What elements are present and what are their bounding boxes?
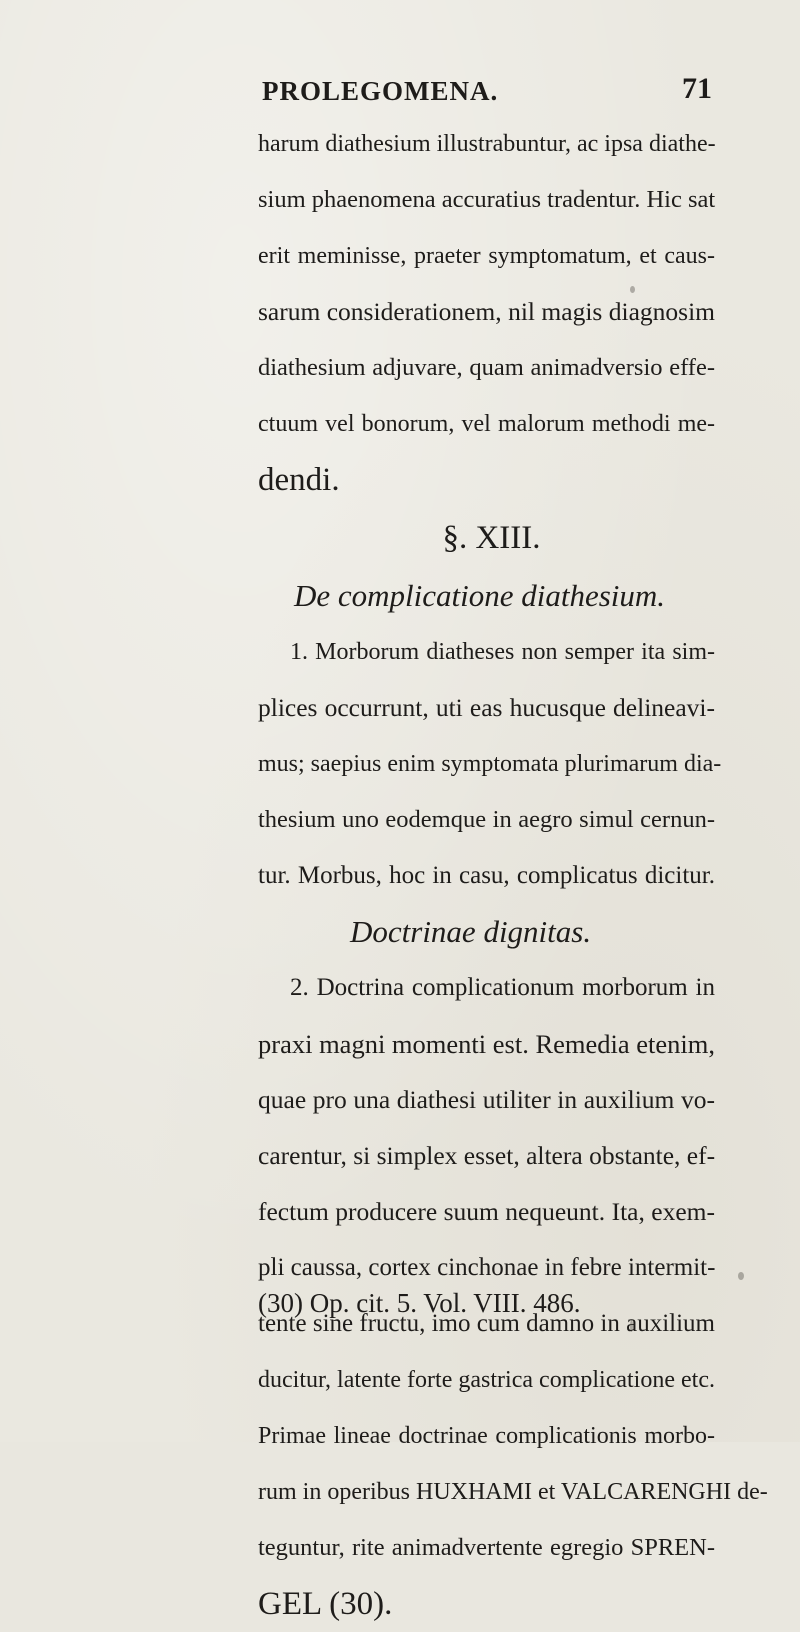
text-line: pli caussa, cortex cinchonae in febre intermit- [258, 1254, 716, 1281]
text-line: GEL (30). [258, 1586, 393, 1622]
ink-speck [630, 286, 635, 293]
text-line: fectum producere suum nequeunt. Ita, exem- [258, 1197, 715, 1226]
text-line: ctuum vel bonorum, vel malorum methodi me- [258, 411, 715, 437]
ink-speck [738, 1272, 744, 1280]
ink-speck [630, 1320, 633, 1332]
text-line: carentur, si simplex esset, altera obstante, ef- [258, 1141, 716, 1170]
text-line: tente sine fructu, imo cum damno in auxilium [258, 1310, 715, 1337]
text-line: erit meminisse, praeter symptomatum, et caus- [258, 243, 715, 269]
text-line: diathesium adjuvare, quam animadversio effe- [258, 354, 715, 381]
text-line: thesium uno eodemque in aegro simul cernun- [258, 806, 715, 833]
text-line: plices occurrunt, uti eas hucusque delineavi- [258, 693, 715, 722]
text-line: Primae lineae doctrinae complicationis morbo- [258, 1423, 715, 1449]
text-line: harum diathesium illustrabuntur, ac ipsa diathe- [258, 131, 716, 157]
text-line: tur. Morbus, hoc in casu, complicatus dicitur. [258, 862, 715, 889]
text-line: mus; saepius enim symptomata plurimarum dia- [258, 751, 722, 777]
section-number: §. XIII. [442, 520, 541, 556]
page-header [0, 72, 800, 116]
text-line: sium phaenomena accuratius tradentur. Hic sat [258, 186, 716, 213]
text-line: 2. Doctrina complicationum morborum in [290, 974, 715, 1001]
footnote: (30) Op. cit. 5. Vol. VIII. 486. [258, 1288, 581, 1318]
text-line: 1. Morborum diatheses non semper ita sim- [290, 639, 715, 665]
text-line: dendi. [258, 462, 340, 498]
subheading: Doctrinae dignitas. [350, 914, 592, 949]
paragraph-1 [258, 116, 715, 508]
paragraph-2 [258, 624, 722, 904]
page-number: 71 [682, 72, 712, 105]
body-text [258, 116, 768, 1632]
section-title: De complicatione diathesium. [294, 578, 666, 613]
text-line: rum in operibus HUXHAMI et VALCARENGHI de- [258, 1479, 768, 1505]
text-line: ducitur, latente forte gastrica complicatione etc. [258, 1367, 715, 1393]
running-title: PROLEGOMENA. [262, 76, 499, 106]
text-line: sarum considerationem, nil magis diagnosim [258, 297, 715, 326]
text-line: teguntur, rite animadvertente egregio SPREN- [258, 1534, 715, 1561]
text-line: praxi magni momenti est. Remedia etenim, [258, 1029, 716, 1059]
text-line: quae pro una diathesi utiliter in auxilium vo- [258, 1085, 715, 1114]
